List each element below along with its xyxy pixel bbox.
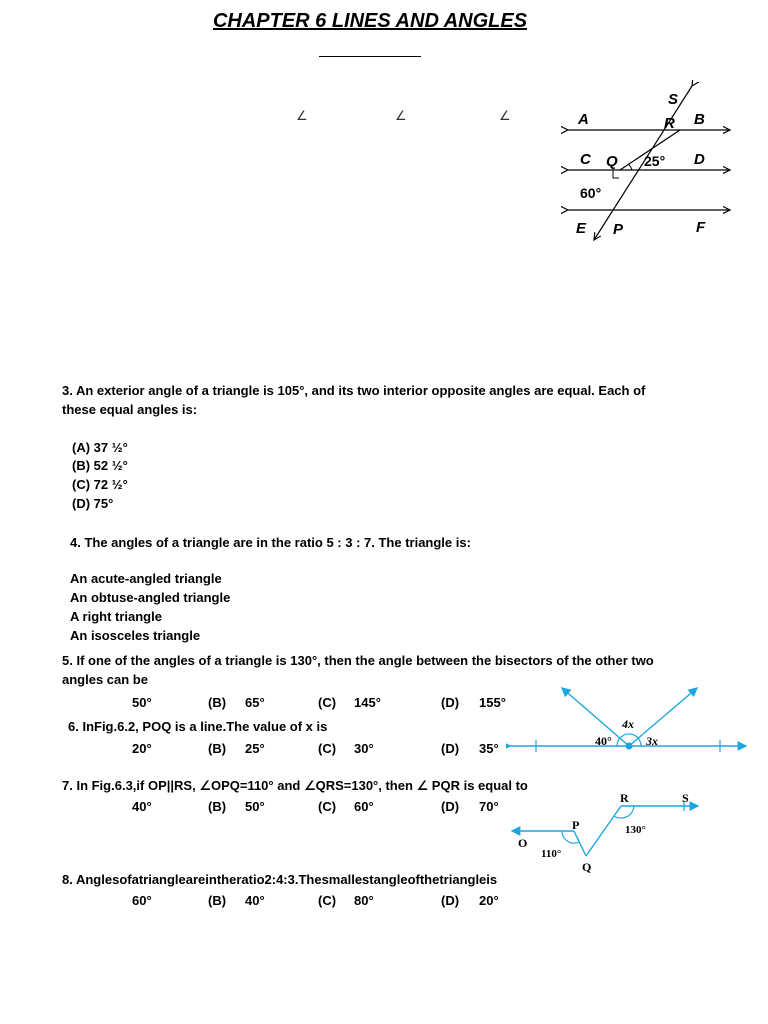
q6-option-c: 30°	[354, 741, 374, 756]
question-3-line1: 3. An exterior angle of a triangle is 105°, and its two interior opposite angles are equal. Each of	[62, 383, 646, 398]
angle-4x-label: 4x	[622, 717, 634, 731]
q8-option-d-label: (D)	[441, 893, 460, 908]
label-r: R	[620, 791, 629, 805]
label-f: F	[696, 219, 706, 236]
label-r: R	[664, 115, 675, 132]
label-o: O	[518, 836, 528, 850]
q3-option-c: (C) 72 ½°	[72, 477, 128, 492]
q6-option-c-label: (C)	[318, 741, 337, 756]
label-q: Q	[606, 153, 618, 170]
angle-110-label: 110°	[541, 848, 562, 860]
q7-option-c: 60°	[354, 799, 374, 814]
q7-option-d-label: (D)	[441, 799, 460, 814]
label-s: S	[682, 791, 689, 805]
question-5-line2: angles can be	[62, 672, 148, 687]
angle-arc-4x	[620, 734, 638, 738]
page-title: CHAPTER 6 LINES AND ANGLES	[212, 10, 528, 32]
q5-option-b: 65°	[245, 695, 265, 710]
angle-60-label: 60°	[580, 185, 602, 201]
q6-option-b: 25°	[245, 741, 265, 756]
q8-option-a: 60°	[132, 893, 152, 908]
q6-option-d-label: (D)	[441, 741, 460, 756]
q5-option-d-label: (D)	[441, 695, 460, 710]
label-d: D	[694, 151, 705, 168]
figure-parallel-lines	[560, 80, 740, 245]
q3-option-b: (B) 52 ½°	[72, 458, 128, 473]
figure-poq-line	[506, 682, 752, 758]
label-c: C	[580, 151, 591, 168]
q5-option-a: 50°	[132, 695, 152, 710]
q5-option-b-label: (B)	[208, 695, 227, 710]
q8-option-c: 80°	[354, 893, 374, 908]
figure-op-parallel-rs	[504, 786, 704, 878]
q8-option-c-label: (C)	[318, 893, 337, 908]
label-s: S	[668, 91, 679, 108]
angle-3x-label: 3x	[646, 734, 658, 748]
q6-option-a: 20°	[132, 741, 152, 756]
q4-option-a: An acute-angled triangle	[70, 571, 222, 586]
q4-option-c: A right triangle	[70, 609, 162, 624]
q8-option-b: 40°	[245, 893, 265, 908]
ray-right	[629, 688, 697, 746]
q7-option-b-label: (B)	[208, 799, 227, 814]
q7-option-d: 70°	[479, 799, 499, 814]
angle-40-label: 40°	[595, 734, 612, 748]
segment-qr	[586, 806, 621, 856]
q8-option-d: 20°	[479, 893, 499, 908]
question-7: 7. In Fig.6.3,if OP||RS, ∠OPQ=110° and ∠QRS=130°, then ∠ PQR is equal to	[62, 778, 528, 793]
q7-option-c-label: (C)	[318, 799, 337, 814]
label-b: B	[694, 111, 705, 128]
point-o	[626, 743, 633, 750]
question-4: 4. The angles of a triangle are in the ratio 5 : 3 : 7. The triangle is:	[70, 535, 471, 550]
label-p: P	[613, 221, 624, 238]
label-p: P	[572, 818, 580, 832]
stray-angle-mark: ∠	[296, 108, 308, 123]
question-3-line2: these equal angles is:	[62, 402, 198, 417]
question-6: 6. InFig.6.2, POQ is a line.The value of x is	[68, 719, 328, 734]
q3-option-a: (A) 37 ½°	[72, 440, 128, 455]
angle-25-label: 25°	[644, 153, 666, 169]
angle-arc-3x	[638, 738, 641, 746]
stray-angle-mark: ∠	[499, 108, 511, 123]
angle-arc-25	[628, 164, 632, 170]
label-q: Q	[582, 860, 592, 874]
angle-arc-40	[617, 738, 620, 746]
q3-option-d: (D) 75°	[72, 496, 114, 511]
stray-angle-mark: ∠	[395, 108, 407, 123]
label-e: E	[576, 220, 587, 237]
q4-option-b: An obtuse-angled triangle	[70, 590, 231, 605]
q6-option-b-label: (B)	[208, 741, 227, 756]
angle-arc-60	[613, 170, 619, 178]
title-divider	[319, 56, 421, 57]
q5-option-c-label: (C)	[318, 695, 337, 710]
q8-option-b-label: (B)	[208, 893, 227, 908]
angle-130-label: 130°	[625, 824, 646, 836]
q7-option-b: 50°	[245, 799, 265, 814]
q6-option-d: 35°	[479, 741, 499, 756]
label-a: A	[578, 111, 589, 128]
q7-option-a: 40°	[132, 799, 152, 814]
q5-option-d: 155°	[479, 695, 506, 710]
q4-option-d: An isosceles triangle	[70, 628, 201, 643]
question-5-line1: 5. If one of the angles of a triangle is 130°, then the angle between the bisectors of the other two	[62, 653, 654, 668]
q5-option-c: 145°	[354, 695, 381, 710]
question-8: 8. Anglesofatriangleareintheratio2:4:3.Thesmallestangleofthetriangleis	[62, 872, 498, 887]
